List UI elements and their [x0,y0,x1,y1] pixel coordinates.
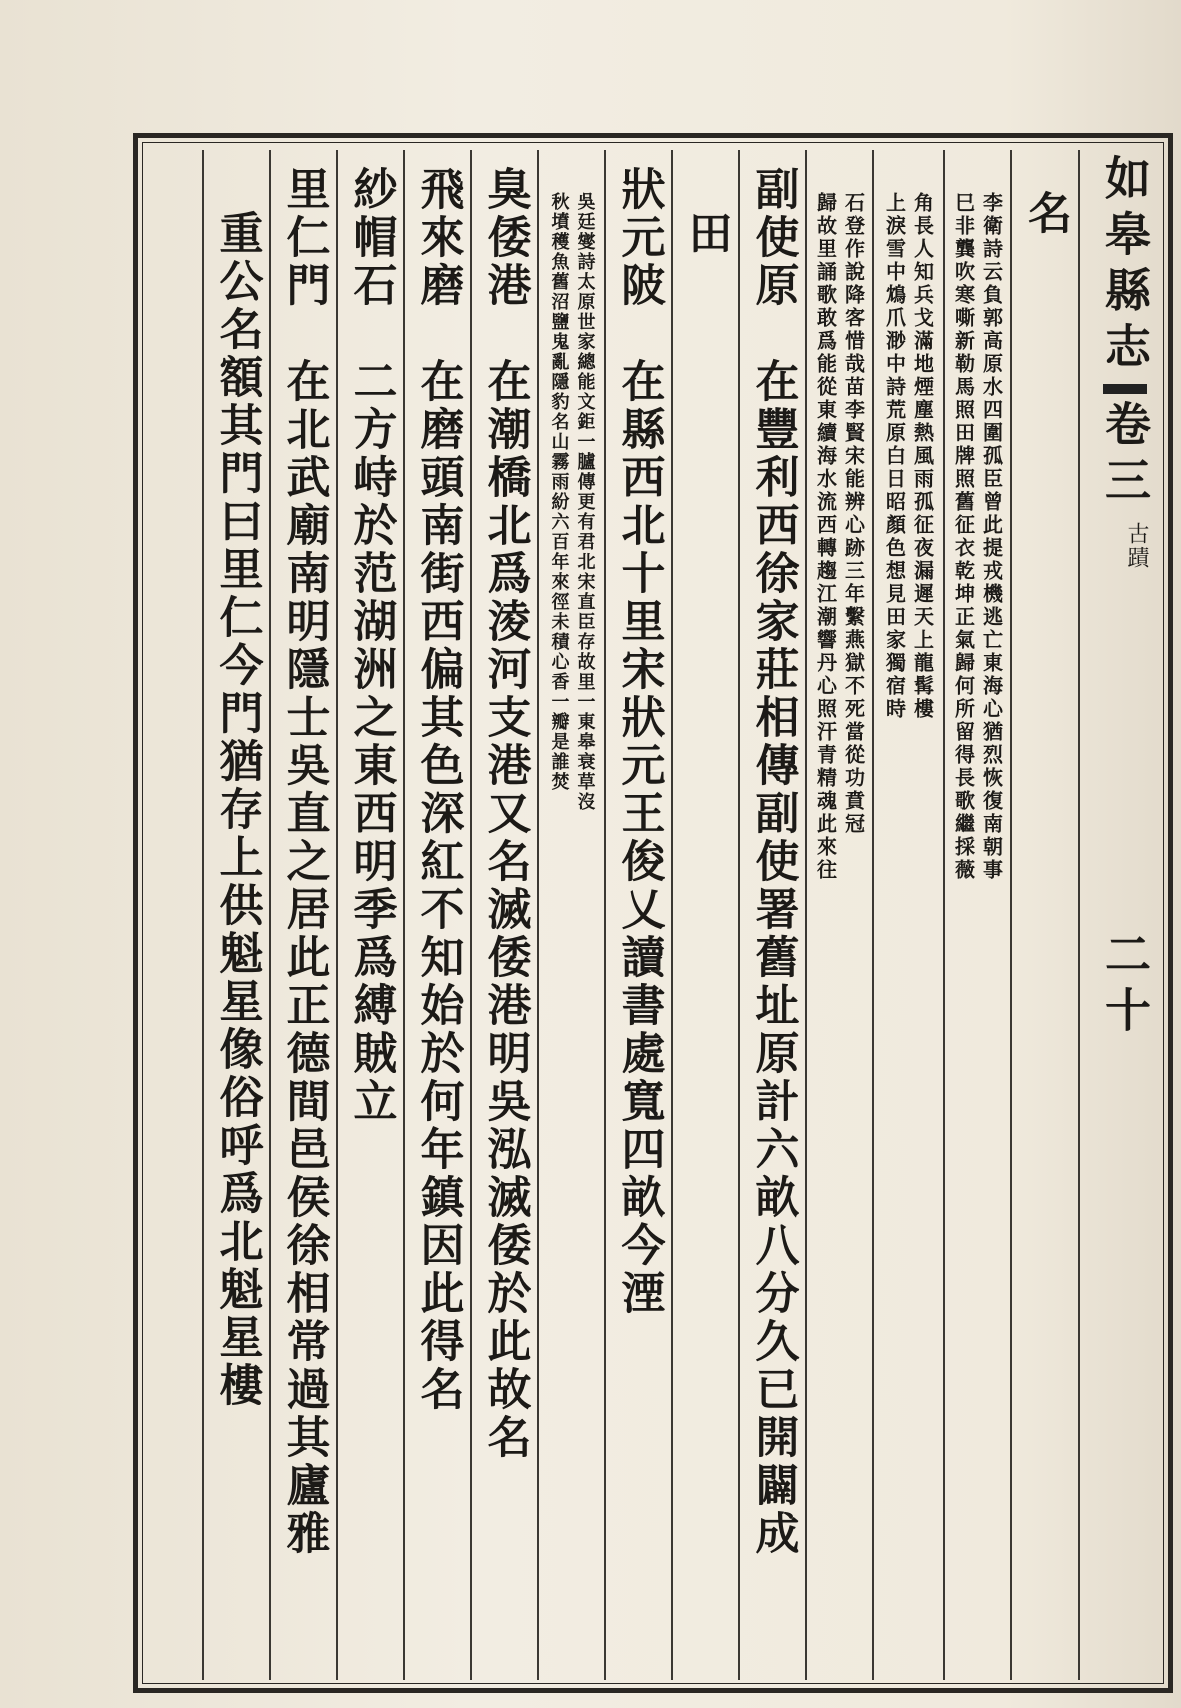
column-text: 狀元陂 在縣西北十里宋狀元王俊乂讀書處寬四畝今湮 [613,166,665,1318]
text-column [472,150,537,1680]
book-title: 如皋縣志 [1098,154,1152,378]
column-text: 紗帽石 二方峙於范湖洲之東西明季爲縛賊立 [345,166,397,1126]
text-column-empty [142,150,202,1680]
column-rule [1078,150,1080,1680]
column-text: 里仁門 在北武廟南明隱士吳直之居此正德間邑侯徐相常過其廬雅 [278,166,330,1558]
header-divider-bar [1103,384,1147,394]
text-column [338,150,403,1680]
column-text: 田 [680,210,732,258]
annotation-line: 石登作說降客惜哉苗李賢宋能辨心跡三年繫燕獄不死當從功賁冠 [841,192,866,836]
text-column [673,150,738,1680]
text-column [204,150,269,1680]
section-label: 古蹟 [1124,522,1149,570]
column-text: 副使原 在豐利西徐家莊相傳副使署舊址原計六畝八分久已開闢成 [747,166,799,1558]
column-text: 飛來磨 在磨頭南街西偏其色深紅不知始於何年鎮因此得名 [412,166,464,1414]
annotation-column [807,150,872,1680]
annotation-column [539,150,604,1680]
annotation-line: 歸故里誦歌敢爲能從東續海水流西轉趨江潮響丹心照汗青精魂此來往 [813,192,838,882]
text-column [271,150,336,1680]
annotation-line: 吳廷燮詩太原世家總能文鉅一臚傳更有君北宋直臣存故里一東皋衰草沒 [574,192,596,812]
volume-label: 卷三 [1098,400,1152,512]
header-column [1080,150,1170,1680]
column-text: 名 [1020,190,1071,238]
annotation-line: 李衛詩云負郭高原水四圍孤臣曾此提戎機逃亡東海心猶烈恢復南朝事 [979,192,1004,882]
annotation-line: 角長人知兵戈滿地煙塵熱風雨孤征夜漏遲天上龍髯樓 [910,192,935,721]
text-column [1012,150,1078,1680]
annotation-line: 巳非龔吹寒嘶新勒馬照田牌照舊征衣乾坤正氣歸何所留得長歌繼採薇 [951,192,976,882]
annotation-line: 上淚雪中鴆爪渺中詩荒原白日昭顏色想見田家獨宿時 [882,192,907,721]
text-column [740,150,805,1680]
annotation-column [874,150,943,1680]
annotation-line: 秋墳穫魚舊沼鹽鬼亂隱豹名山霧雨紛六百年來徑未積心香一瓣是誰焚 [548,192,570,792]
text-column [405,150,470,1680]
column-text: 臭倭港 在潮橋北爲淩河支港又名滅倭港明吳泓滅倭於此故名 [479,166,531,1462]
column-text: 重公名額其門曰里仁今門猶存上供魁星像俗呼爲北魁星樓 [211,210,263,1410]
text-column [606,150,671,1680]
page-number: 二十 [1098,930,1152,1042]
annotation-column [945,150,1010,1680]
